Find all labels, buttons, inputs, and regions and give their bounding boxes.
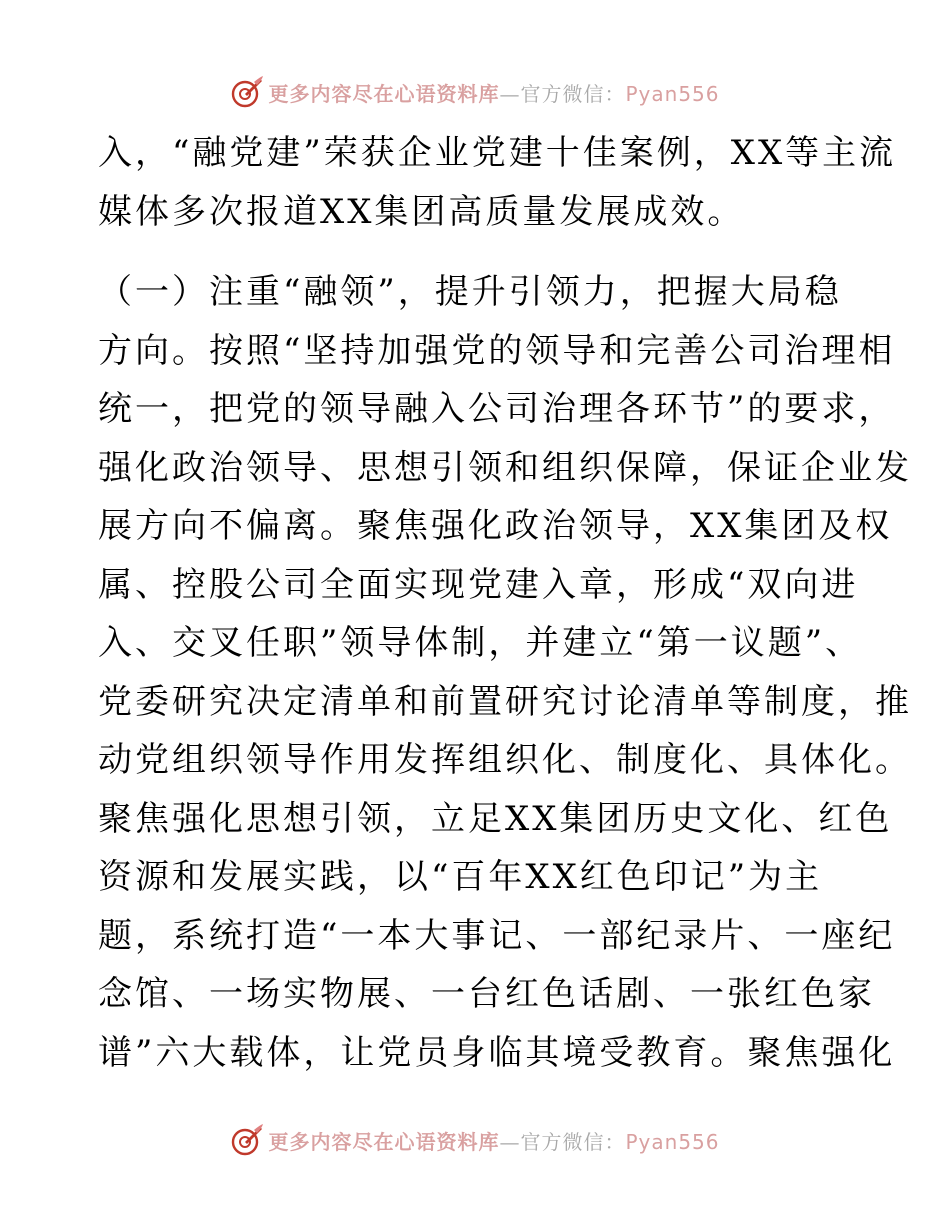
text-line: 统一，把党的领导融入公司治理各环节”的要求， (98, 389, 896, 429)
quill-pen-logo-icon (230, 1123, 264, 1157)
text-line: 展方向不偏离。聚焦强化政治领导，XX集团及权 (98, 506, 893, 546)
watermark-dash: — (499, 81, 521, 106)
header-watermark (0, 72, 950, 112)
text-line: 属、控股公司全面实现党建入章，形成“双向进 (98, 564, 859, 605)
text-line: 资源和发展实践，以“百年XX红色印记”为主 (98, 857, 823, 897)
text-line: 题，系统打造“一本大事记、一部纪录片、一座纪 (98, 915, 896, 956)
footer-watermark (0, 1120, 950, 1160)
watermark-account: Pyan556 (625, 81, 720, 106)
paragraph-one (98, 263, 912, 1082)
watermark-label: 官方微信： (520, 1129, 626, 1154)
text-line: 动党组织领导作用发挥组织化、制度化、具体化。 (98, 740, 912, 780)
text-line: 媒体多次报道XX集团高质量发展成效。 (98, 191, 745, 232)
text-line: （一）注重“融领”，提升引领力，把握大局稳 (98, 272, 842, 312)
document-body (98, 124, 912, 1082)
text-line: 方向。按照“坚持加强党的领导和完善公司治理相 (98, 330, 896, 371)
watermark-dash: — (499, 1129, 521, 1154)
text-line: 念馆、一场实物展、一台红色话剧、一张红色家 (98, 974, 875, 1014)
text-line: 聚焦强化思想引领，立足XX集团历史文化、红色 (98, 798, 893, 839)
text-line: 谱”六大载体，让党员身临其境受教育。聚焦强化 (98, 1032, 896, 1073)
watermark-text (268, 1126, 719, 1155)
watermark-text (268, 78, 719, 107)
text-line: 强化政治领导、思想引领和组织保障，保证企业发 (98, 447, 912, 488)
paragraph-intro (98, 124, 897, 241)
watermark-label: 官方微信： (520, 81, 626, 106)
quill-pen-logo-icon (230, 75, 264, 109)
watermark-brand: 更多内容尽在心语资料库 (268, 81, 500, 106)
text-line: 党委研究决定清单和前置研究讨论清单等制度，推 (98, 681, 912, 722)
text-line: 入、交叉任职”领导体制，并建立“第一议题”、 (98, 623, 863, 663)
watermark-account: Pyan556 (625, 1129, 720, 1154)
watermark-brand: 更多内容尽在心语资料库 (268, 1129, 500, 1154)
text-line: 入，“融党建”荣获企业党建十佳案例，XX等主流 (98, 133, 897, 173)
paragraph-gap (98, 241, 858, 263)
